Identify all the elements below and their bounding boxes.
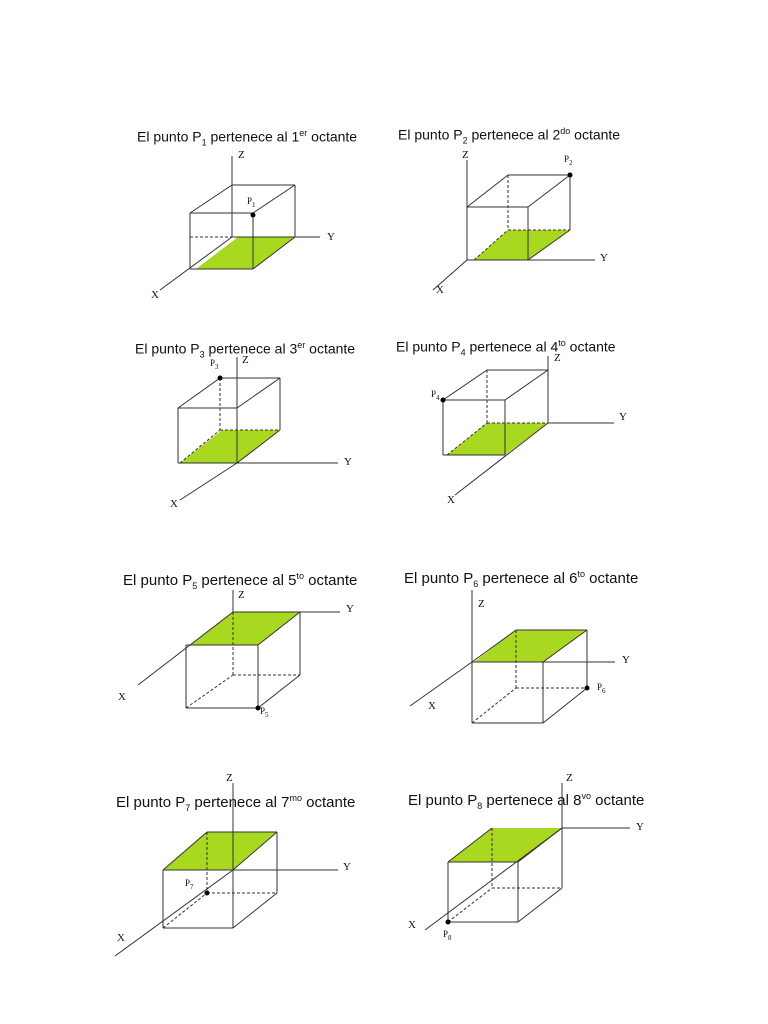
point-label: $P_1$ xyxy=(247,196,256,209)
point-label: $P_6$ xyxy=(597,682,606,695)
z-axis-label: Z xyxy=(554,352,561,364)
z-axis-label: Z xyxy=(462,149,469,161)
point-label: $P_2$ xyxy=(564,154,573,167)
point-label: $P_8$ xyxy=(443,929,452,942)
shaded-face xyxy=(448,828,562,862)
point-label: $P_4$ xyxy=(431,389,440,402)
point-label: $P_7$ xyxy=(185,878,194,891)
panel-title: El punto $P_7$ pertenece al $7^{mo}$ octante xyxy=(116,793,356,813)
panel-title: El punto $P_3$ pertenece al 3er octante xyxy=(135,340,356,360)
z-axis-label: Z xyxy=(238,149,245,161)
panel-title: El punto $P_5$ pertenece al $5^{to}$ octante xyxy=(123,571,358,591)
y-axis-label: Y xyxy=(622,654,630,666)
panel-title: El punto $P_8$ pertenece al $8^{vo}$ octante xyxy=(408,791,645,811)
panel-title: El punto $P_1$ pertenece al 1er octante xyxy=(137,128,358,148)
x-axis-label: X xyxy=(428,700,436,712)
panel-title: El punto $P_4$ pertenece al $4^{to}$ octante xyxy=(396,338,616,358)
x-axis-label: X xyxy=(436,284,444,296)
z-axis-label: Z xyxy=(242,354,249,366)
y-axis-label: Y xyxy=(600,252,608,264)
x-axis-label: X xyxy=(151,289,159,301)
point-label: $P_3$ xyxy=(210,358,219,371)
point-marker xyxy=(446,920,451,925)
panel-title: El punto $P_2$ pertenece al $2^{do}$ octante xyxy=(398,126,621,146)
y-axis-label: Y xyxy=(343,861,351,873)
z-axis-label: Z xyxy=(566,772,573,784)
x-axis-label: X xyxy=(408,919,416,931)
x-axis-label: X xyxy=(118,691,126,703)
point-label: $P_5$ xyxy=(260,706,269,719)
y-axis-label: Y xyxy=(344,456,352,468)
z-axis-label: Z xyxy=(226,772,233,784)
z-axis-label: Z xyxy=(238,589,245,601)
x-axis-label: X xyxy=(170,498,178,510)
x-axis-label: X xyxy=(447,494,455,506)
y-axis-label: Y xyxy=(346,603,354,615)
x-axis-label: X xyxy=(117,932,125,944)
panel-title: El punto $P_6$ pertenece al $6^{to}$ octante xyxy=(404,569,639,589)
y-axis-label: Y xyxy=(327,231,335,243)
z-axis-label: Z xyxy=(478,598,485,610)
y-axis-label: Y xyxy=(636,821,644,833)
y-axis-label: Y xyxy=(619,411,627,423)
